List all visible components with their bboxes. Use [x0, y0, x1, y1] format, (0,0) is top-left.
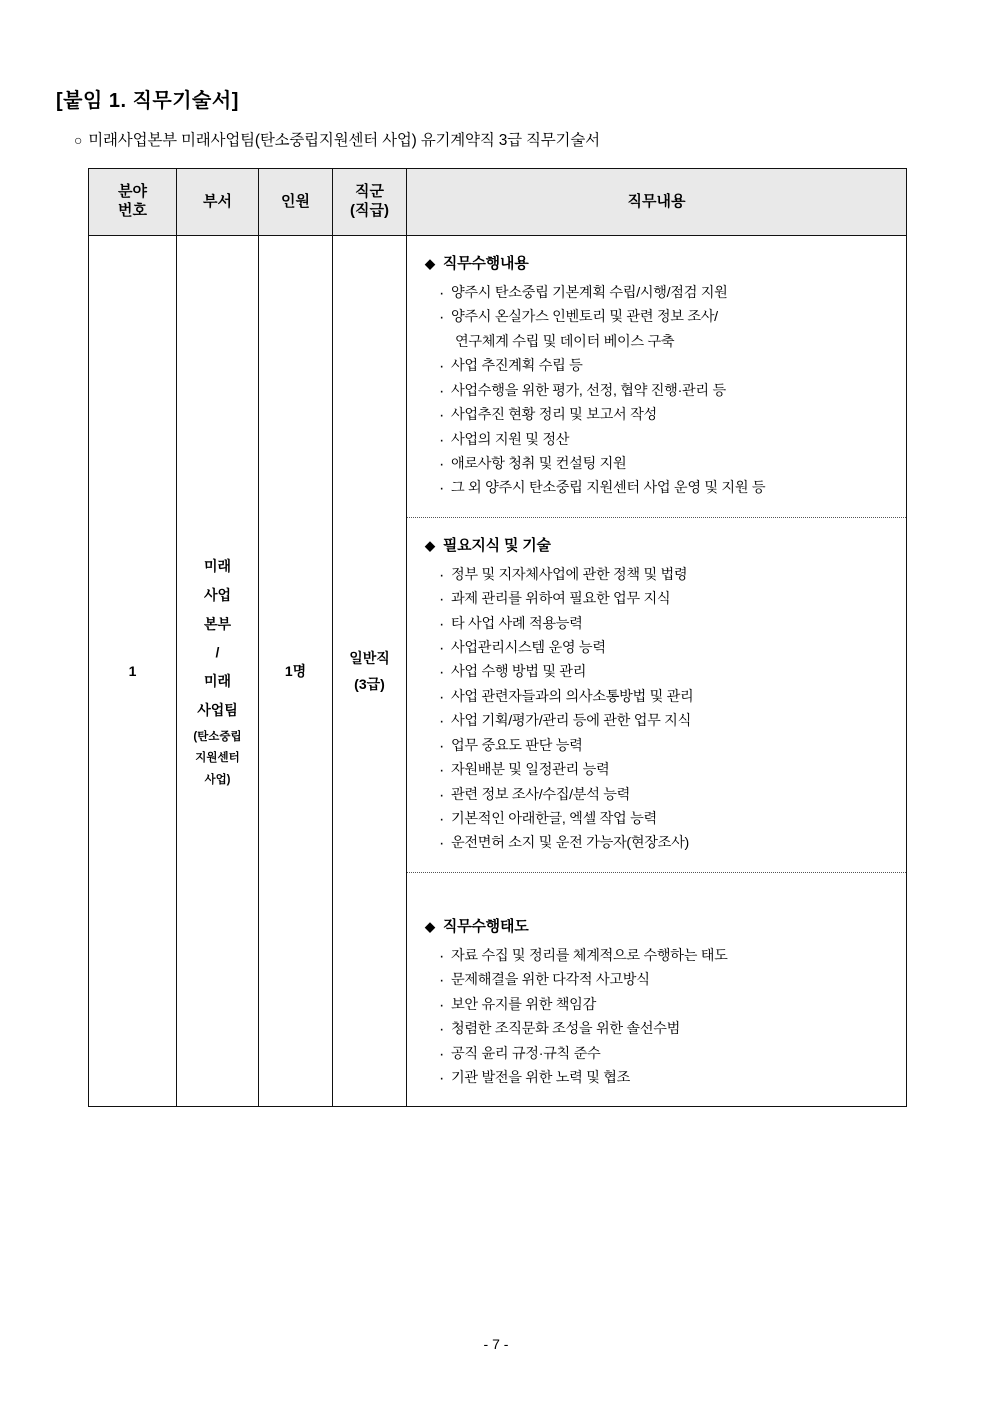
list-item	[439, 993, 892, 1017]
list-item	[439, 587, 892, 611]
list-item	[439, 612, 892, 636]
list-item-text: 사업관리시스템 운영 능력	[451, 640, 606, 657]
document-subtitle	[74, 128, 600, 150]
list-item-text: 기본적인 아래한글, 엑셀 작업 능력	[451, 811, 657, 828]
list-item-text: 정부 및 지자체사업에 관한 정책 및 법령	[451, 566, 688, 583]
list-item	[439, 452, 892, 476]
list-item-text: 보안 유지를 위한 책임감	[451, 996, 596, 1013]
list-item	[439, 1066, 892, 1090]
section-heading-required-knowledge-text: 필요지식 및 기술	[442, 536, 551, 554]
list-item	[439, 1017, 892, 1041]
list-item	[439, 354, 892, 378]
list-item-text: 기관 발전을 위한 노력 및 협조	[451, 1069, 631, 1086]
list-item	[439, 636, 892, 660]
list-item	[439, 476, 892, 500]
cell-job-group	[333, 236, 407, 1107]
cell-job-group-line2: (3급)	[354, 676, 385, 693]
list-item-text: 사업의 지원 및 정산	[451, 431, 570, 448]
list-item	[439, 968, 892, 992]
list-item-text: 사업추진 현황 정리 및 보고서 작성	[451, 407, 657, 424]
column-header-field-number-line1: 분야	[118, 183, 147, 201]
column-header-job-group-line2: (직급)	[350, 202, 389, 219]
column-header-department: 부서	[177, 169, 259, 236]
column-header-headcount: 인원	[259, 169, 333, 236]
list-item-text: 문제해결을 위한 다각적 사고방식	[451, 972, 650, 989]
cell-department-line1: 미래	[203, 558, 232, 575]
list-item-text: 업무 중요도 판단 능력	[451, 737, 583, 754]
page-title: [붙임 1. 직무기술서]	[56, 90, 239, 112]
section-heading-job-duties	[425, 252, 892, 273]
list-item	[439, 281, 892, 305]
list-item	[439, 783, 892, 807]
list-item	[439, 660, 892, 684]
section-job-attitude	[407, 872, 906, 1107]
list-item-text: 운전면허 소지 및 운전 가능자(현장조사)	[451, 835, 689, 852]
list-item-text: 애로사항 청취 및 컨설팅 지원	[451, 455, 627, 472]
cell-department-line5: 미래	[203, 673, 232, 690]
list-item-text: 사업 관련자들과의 의사소통방법 및 관리	[451, 688, 694, 705]
column-header-field-number	[89, 169, 177, 236]
circle-bullet-icon: ○	[74, 132, 83, 148]
list-item-text: 사업수행을 위한 평가, 선정, 협약 진행·관리 등	[451, 382, 726, 399]
cell-department-line6: 사업팀	[197, 701, 238, 718]
list-item-text-continued: 연구체계 수립 및 데이터 베이스 구축	[455, 333, 675, 350]
column-header-job-group-line1: 직군	[355, 183, 384, 201]
cell-department-line3: 본부	[203, 615, 232, 632]
cell-department-sub-line1: (탄소중립	[193, 730, 242, 743]
list-item-text: 그 외 양주시 탄소중립 지원센터 사업 운영 및 지원 등	[451, 480, 766, 497]
list-item-text: 자원배분 및 일정관리 능력	[451, 762, 610, 779]
list-item	[439, 807, 892, 831]
cell-department-line2: 사업	[203, 587, 232, 604]
cell-job-group-line1: 일반직	[349, 649, 390, 666]
table-header-row	[89, 169, 907, 236]
list-item-text: 사업 기획/평가/관리 등에 관한 업무 지식	[451, 713, 691, 730]
list-item	[439, 734, 892, 758]
job-description-table	[88, 168, 907, 1107]
column-header-job-group	[333, 169, 407, 236]
list-required-knowledge	[425, 563, 892, 856]
cell-department-line4: /	[215, 644, 220, 661]
column-header-field-number-line2: 번호	[118, 202, 147, 219]
cell-department	[177, 236, 259, 1107]
list-item	[439, 758, 892, 782]
list-job-duties	[425, 281, 892, 501]
list-item	[439, 428, 892, 452]
cell-headcount: 1명	[259, 236, 333, 1107]
list-item	[439, 563, 892, 587]
document-subtitle-text: 미래사업본부 미래사업팀(탄소중립지원센터 사업) 유기계약직 3급 직무기술서	[88, 132, 600, 149]
list-item-text: 양주시 탄소중립 기본계획 수립/시행/점검 지원	[451, 285, 728, 301]
diamond-bullet-icon: ◆	[425, 918, 435, 934]
list-item	[439, 1042, 892, 1066]
list-item-text: 과제 관리를 위하여 필요한 업무 지식	[451, 591, 671, 608]
section-heading-job-attitude	[425, 915, 892, 936]
cell-department-sub-line3: 사업)	[204, 774, 231, 787]
section-heading-job-duties-text: 직무수행내용	[442, 255, 529, 272]
cell-job-duties	[407, 236, 907, 1107]
column-header-job-duties: 직무내용	[407, 169, 907, 236]
list-job-attitude	[425, 944, 892, 1091]
list-item	[439, 709, 892, 733]
list-item	[439, 403, 892, 427]
section-required-knowledge	[407, 517, 906, 872]
diamond-bullet-icon: ◆	[425, 256, 435, 271]
list-item-text: 관련 정보 조사/수집/분석 능력	[451, 786, 631, 803]
list-item	[439, 379, 892, 403]
section-heading-required-knowledge	[425, 534, 892, 555]
table-row	[89, 236, 907, 1107]
cell-department-sub-line2: 지원센터	[195, 752, 240, 765]
list-item-text: 자료 수집 및 정리를 체계적으로 수행하는 태도	[451, 947, 728, 964]
list-item-text: 공직 윤리 규정·규칙 준수	[451, 1045, 601, 1062]
list-item-text: 사업 추진계획 수립 등	[451, 358, 583, 375]
list-item-text: 타 사업 사례 적용능력	[451, 615, 583, 632]
cell-field-number: 1	[89, 236, 177, 1107]
page-number: - 7 -	[483, 1336, 509, 1352]
section-heading-job-attitude-text: 직무수행태도	[442, 917, 529, 935]
list-item	[439, 831, 892, 855]
list-item	[439, 944, 892, 968]
diamond-bullet-icon: ◆	[425, 537, 435, 553]
list-item-text: 양주시 온실가스 인벤토리 및 관련 정보 조사/	[451, 309, 718, 326]
section-job-duties	[407, 236, 906, 517]
list-item	[439, 685, 892, 709]
list-item-text: 사업 수행 방법 및 관리	[451, 664, 587, 681]
list-item	[439, 305, 892, 354]
list-item-text: 청렴한 조직문화 조성을 위한 솔선수범	[451, 1021, 681, 1038]
